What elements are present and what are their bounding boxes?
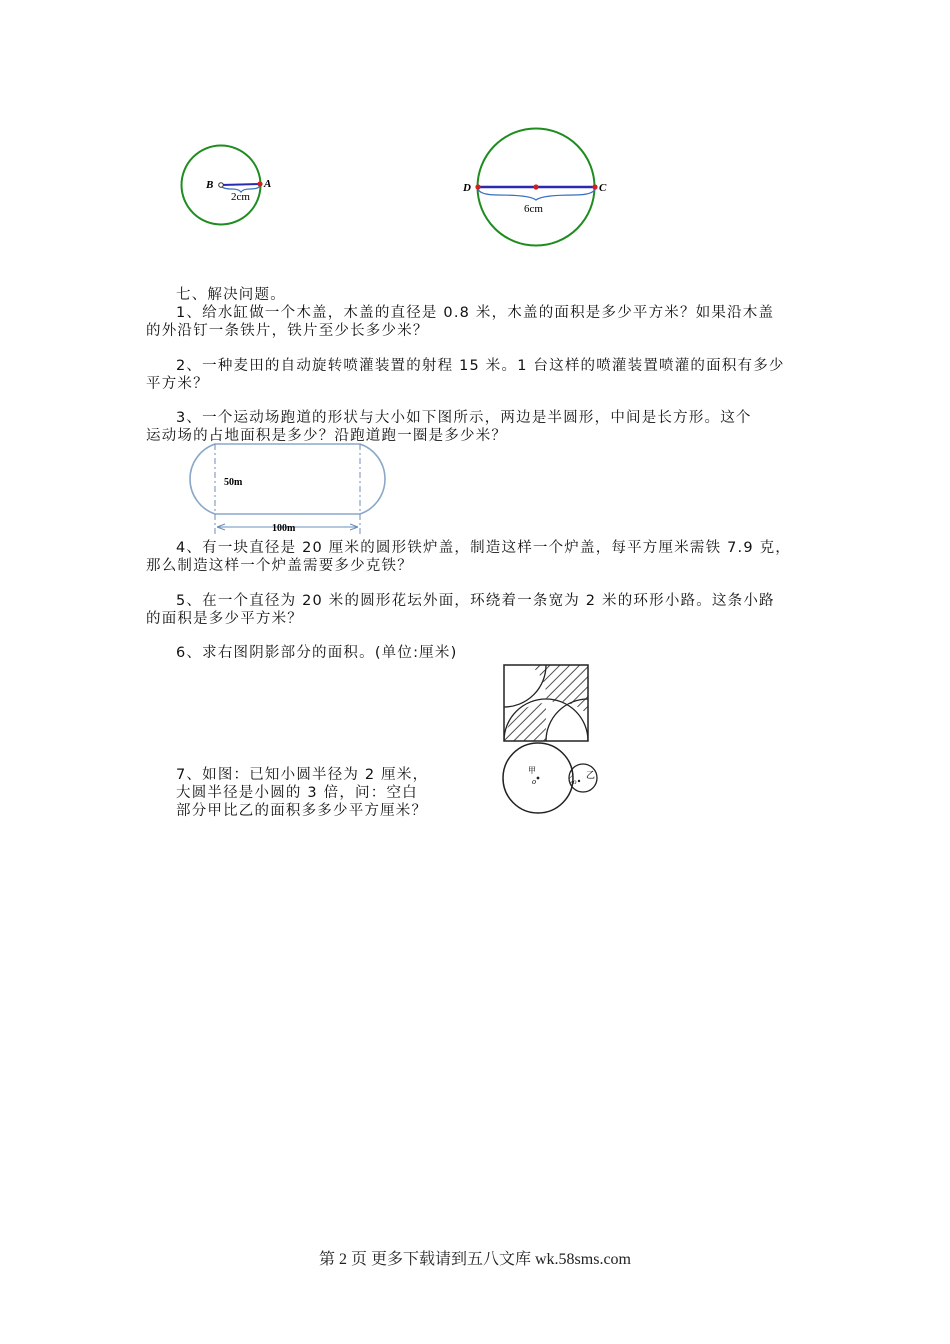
point-c-dot — [592, 184, 597, 189]
running-track-figure — [172, 440, 404, 538]
question-5-line-2: 的面积是多少平方米？ — [146, 611, 303, 627]
point-c-label: C — [599, 182, 607, 194]
label-yi: 乙 — [586, 770, 596, 780]
point-b-dot — [219, 183, 224, 188]
shaded-area-figure — [502, 663, 590, 743]
label-big-center: o — [532, 777, 536, 786]
center-dot — [533, 184, 538, 189]
small-radius-measure: 2cm — [231, 191, 250, 203]
point-b-label: B — [206, 179, 214, 191]
diameter-brace — [478, 189, 595, 200]
two-circles-figure — [500, 740, 606, 816]
large-circle-figure — [458, 125, 618, 250]
track-length-label: 100m — [272, 523, 296, 534]
shaded-region-lower — [504, 703, 546, 741]
small-center-dot — [578, 780, 580, 782]
question-7-line-2: 大圆半径是小圆的 3 倍，问：空白 — [176, 785, 418, 801]
question-3-line-1: 3、一个运动场跑道的形状与大小如下图所示，两边是半圆形，中间是长方形。这个 — [176, 410, 752, 426]
point-d-label: D — [463, 182, 471, 194]
label-small-center: o — [573, 778, 577, 786]
radius-segment — [221, 184, 260, 185]
question-1-line-1: 1、给水缸做一个木盖，木盖的直径是 0.8 米，木盖的面积是多少平方米？如果沿木盖 — [176, 305, 775, 321]
label-jia: 甲 — [528, 766, 536, 775]
question-4-line-2: 那么制造这样一个炉盖需要多少克铁？ — [146, 558, 413, 574]
question-2-line-2: 平方米？ — [146, 376, 209, 392]
point-d-dot — [475, 184, 480, 189]
section-title: 七、解决问题。 — [176, 287, 286, 303]
point-a-dot — [257, 181, 262, 186]
track-width-label: 50m — [224, 477, 243, 488]
question-2-line-1: 2、一种麦田的自动旋转喷灌装置的射程 15 米。1 台这样的喷灌装置喷灌的面积有多少 — [176, 358, 785, 374]
large-diameter-measure: 6cm — [524, 203, 543, 215]
small-circle-figure — [175, 140, 275, 230]
page-footer: 第 2 页 更多下载请到五八文库 wk.58sms.com — [318, 1251, 631, 1268]
big-center-dot — [537, 777, 540, 780]
question-4-line-1: 4、有一块直径是 20 厘米的圆形铁炉盖，制造这样一个炉盖，每平方厘米需铁 7.9 克， — [176, 540, 791, 556]
question-5-line-1: 5、在一个直径为 20 米的圆形花坛外面，环绕着一条宽为 2 米的环形小路。这条小路 — [176, 593, 775, 609]
question-3-line-2: 运动场的占地面积是多少？沿跑道跑一圈是多少米？ — [146, 428, 508, 444]
point-a-label: A — [264, 178, 272, 190]
question-7-line-3: 部分甲比乙的面积多多少平方厘米？ — [176, 803, 428, 819]
track-outline — [190, 444, 385, 514]
question-1-line-2: 的外沿钉一条铁片，铁片至少长多少米？ — [146, 323, 429, 339]
question-6-line-1: 6、求右图阴影部分的面积。(单位:厘米) — [176, 645, 458, 661]
question-7-line-1: 7、如图：已知小圆半径为 2 厘米， — [176, 767, 429, 783]
